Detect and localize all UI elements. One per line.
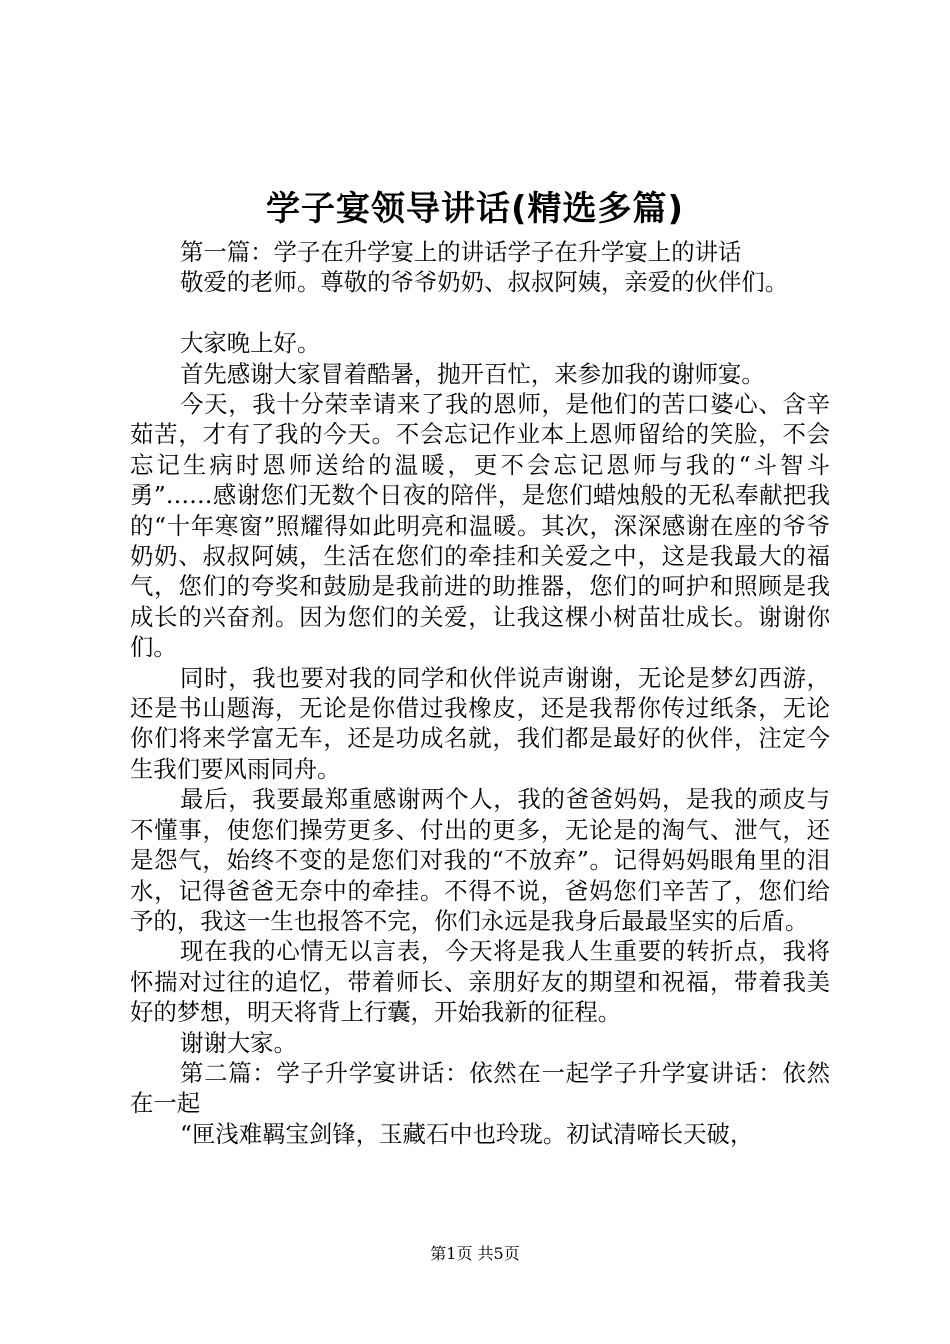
document-body [130,237,830,1149]
paragraph-thanks-teachers: 今天，我十分荣幸请来了我的恩师，是他们的苦口婆心、含辛茹苦，才有了我的今天。不会忘记作业本上恩师留给的笑脸，不会忘记生病时恩师送给的温暖，更不会忘记恩师与我的“斗智斗勇”……感谢您们无数个日夜的陪伴，是您们蜡烛般的无私奉献把我的“十年寒窗”照耀得如此明亮和温暖。其次，深深感谢在座的爷爷奶奶、叔叔阿姨，生活在您们的牵挂和关爱之中，这是我最大的福气，您们的夸奖和鼓励是我前进的助推器，您们的呵护和照顾是我成长的兴奋剂。因为您们的关爱，让我这棵小树苗壮成长。谢谢你们。 [130,390,830,662]
paragraph-thanks-guests: 首先感谢大家冒着酷暑，抛开百忙，来参加我的谢师宴。 [180,359,765,388]
paragraph-blank [130,298,830,328]
paragraph-thanks-classmates: 同时，我也要对我的同学和伙伴说声谢谢，无论是梦幻西游，还是书山题海，无论是你借过我橡皮，还是我帮你传过纸条，无论你们将来学富无车，还是功成名就，我们都是最好的伙伴，注定今生我们要风雨同舟。 [130,663,830,783]
page-footer: 第1页 共5页 [430,1244,520,1263]
paragraph-future: 现在我的心情无以言表，今天将是我人生重要的转折点，我将怀揣对过往的追忆，带着师长、亲朋好友的期望和祝福，带着我美好的梦想，明天将背上行囊，开始我新的征程。 [130,937,830,1027]
paragraph-salutation: 敬爱的老师。尊敬的爷爷奶奶、叔叔阿姨，亲爱的伙伴们。 [180,268,789,297]
paragraph-closing: 谢谢大家。 [180,1028,297,1057]
paragraph-poem: “匣浅难羁宝剑锋，玉藏石中也玲珑。初试清啼长天破， [180,1119,754,1148]
paragraph-heading-1: 第一篇：学子在升学宴上的讲话学子在升学宴上的讲话 [180,238,742,266]
paragraph-heading-2: 第二篇：学子升学宴讲话：依然在一起学子升学宴讲话：依然在一起 [130,1058,830,1118]
paragraph-thanks-parents: 最后，我要最郑重感谢两个人，我的爸爸妈妈，是我的顽皮与不懂事，使您们操劳更多、付出的更多，无论是的淘气、泄气，还是怨气，始终不变的是您们对我的“不放弃”。记得妈妈眼角里的泪水，记得爸爸无奈中的牵挂。不得不说，爸妈您们辛苦了，您们给予的，我这一生也报答不完，你们永远是我身后最最坚实的后盾。 [130,785,830,935]
document-title: 学子宴领导讲话(精选多篇) [265,189,685,229]
paragraph-greeting: 大家晚上好。 [180,329,321,358]
